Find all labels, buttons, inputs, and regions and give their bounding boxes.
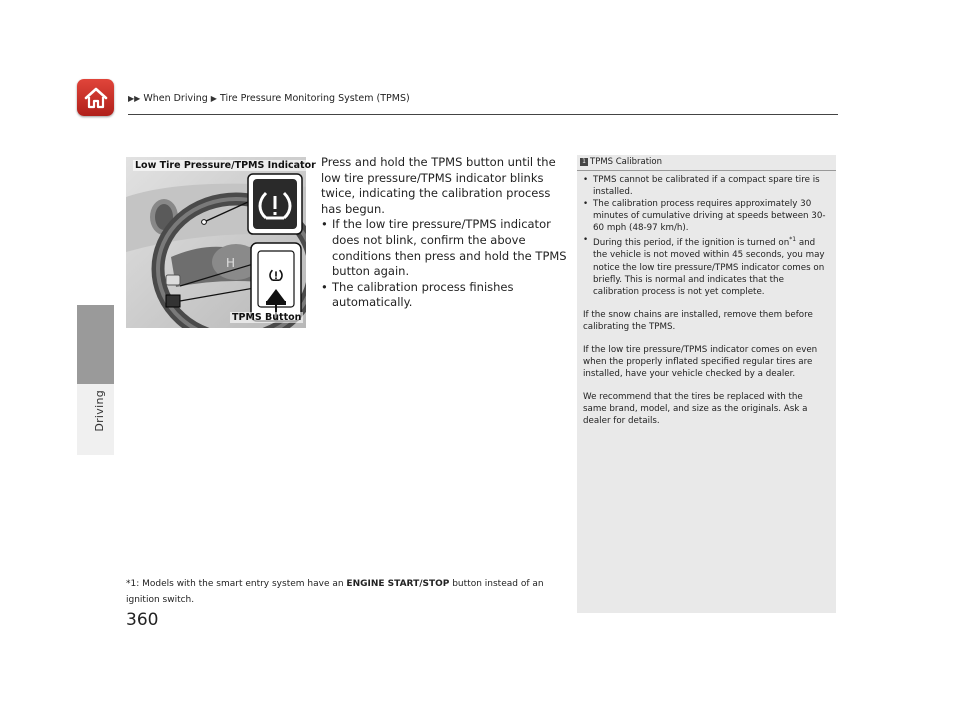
note-title-text: TPMS Calibration — [590, 157, 662, 167]
home-button[interactable] — [77, 79, 114, 116]
footnote: *1: Models with the smart entry system have an ENGINE START/STOP button instead of an ignition switch. — [126, 579, 544, 605]
home-icon — [83, 86, 109, 110]
figure-label-button: TPMS Button — [232, 312, 302, 323]
play-arrow-icon: ▶ — [210, 94, 217, 103]
tpms-button-icon[interactable] — [269, 269, 283, 281]
list-item: • If the low tire pressure/TPMS indicator does not blink, confirm the above conditions then press and hold the TPMS button again. — [321, 217, 567, 279]
note-paragraph: We recommend that the tires be replaced with the same brand, model, and size as the originals. Ask a dealer for details. — [583, 392, 808, 427]
breadcrumb-item-when-driving[interactable]: When Driving — [143, 93, 208, 104]
header-divider — [128, 114, 838, 115]
main-bullet-list — [321, 217, 567, 311]
svg-text:H: H — [226, 256, 236, 270]
figure-label-indicator: Low Tire Pressure/TPMS Indicator — [135, 160, 316, 171]
dashboard-illustration — [126, 157, 306, 328]
list-item: • During this period, if the ignition is turned $on^{*1}$ and the vehicle is not moved within 45 seconds, you may notice the low tire pressure/TPMS indicator comes on briefly. This is normal and indicates that the calibration process is not yet complete. — [583, 234, 829, 297]
note-paragraph: If the snow chains are installed, remove them before calibrating the TPMS. — [583, 309, 813, 332]
list-item: • The calibration process requires approximately 30 minutes of cumulative driving at speeds between 30-60 mph (48-97 km/h). — [583, 198, 829, 234]
breadcrumb — [128, 93, 410, 104]
list-item: • The calibration process finishes automatically. — [321, 280, 567, 311]
note-body — [583, 174, 829, 439]
main-intro: Press and hold the TPMS button until the low tire pressure/TPMS indicator blinks twice, indicating the calibration process has begun. — [321, 155, 556, 216]
side-tab-label: Driving — [93, 390, 106, 432]
note-title — [580, 157, 662, 167]
breadcrumb-item-tpms[interactable]: Tire Pressure Monitoring System (TPMS) — [219, 93, 410, 104]
tpms-warning-icon — [258, 190, 292, 220]
list-item: • TPMS cannot be calibrated if a compact spare tire is installed. — [583, 174, 829, 198]
note-bullet-list — [583, 174, 829, 298]
dashboard-figure — [126, 157, 306, 328]
note-paragraph: If the low tire pressure/TPMS indicator comes on even when the properly inflated specified regular tires are installed, have your vehicle checked by a dealer. — [583, 345, 818, 380]
note-number-badge: 1 — [580, 158, 588, 166]
page-number: 360 — [126, 610, 159, 630]
side-tab-marker — [77, 305, 114, 384]
play-arrow-icon: ▶▶ — [128, 94, 141, 103]
footnote-bold: ENGINE START/STOP — [346, 579, 450, 589]
main-body — [321, 155, 567, 311]
footnote-ref[interactable]: *1 — [789, 236, 797, 244]
